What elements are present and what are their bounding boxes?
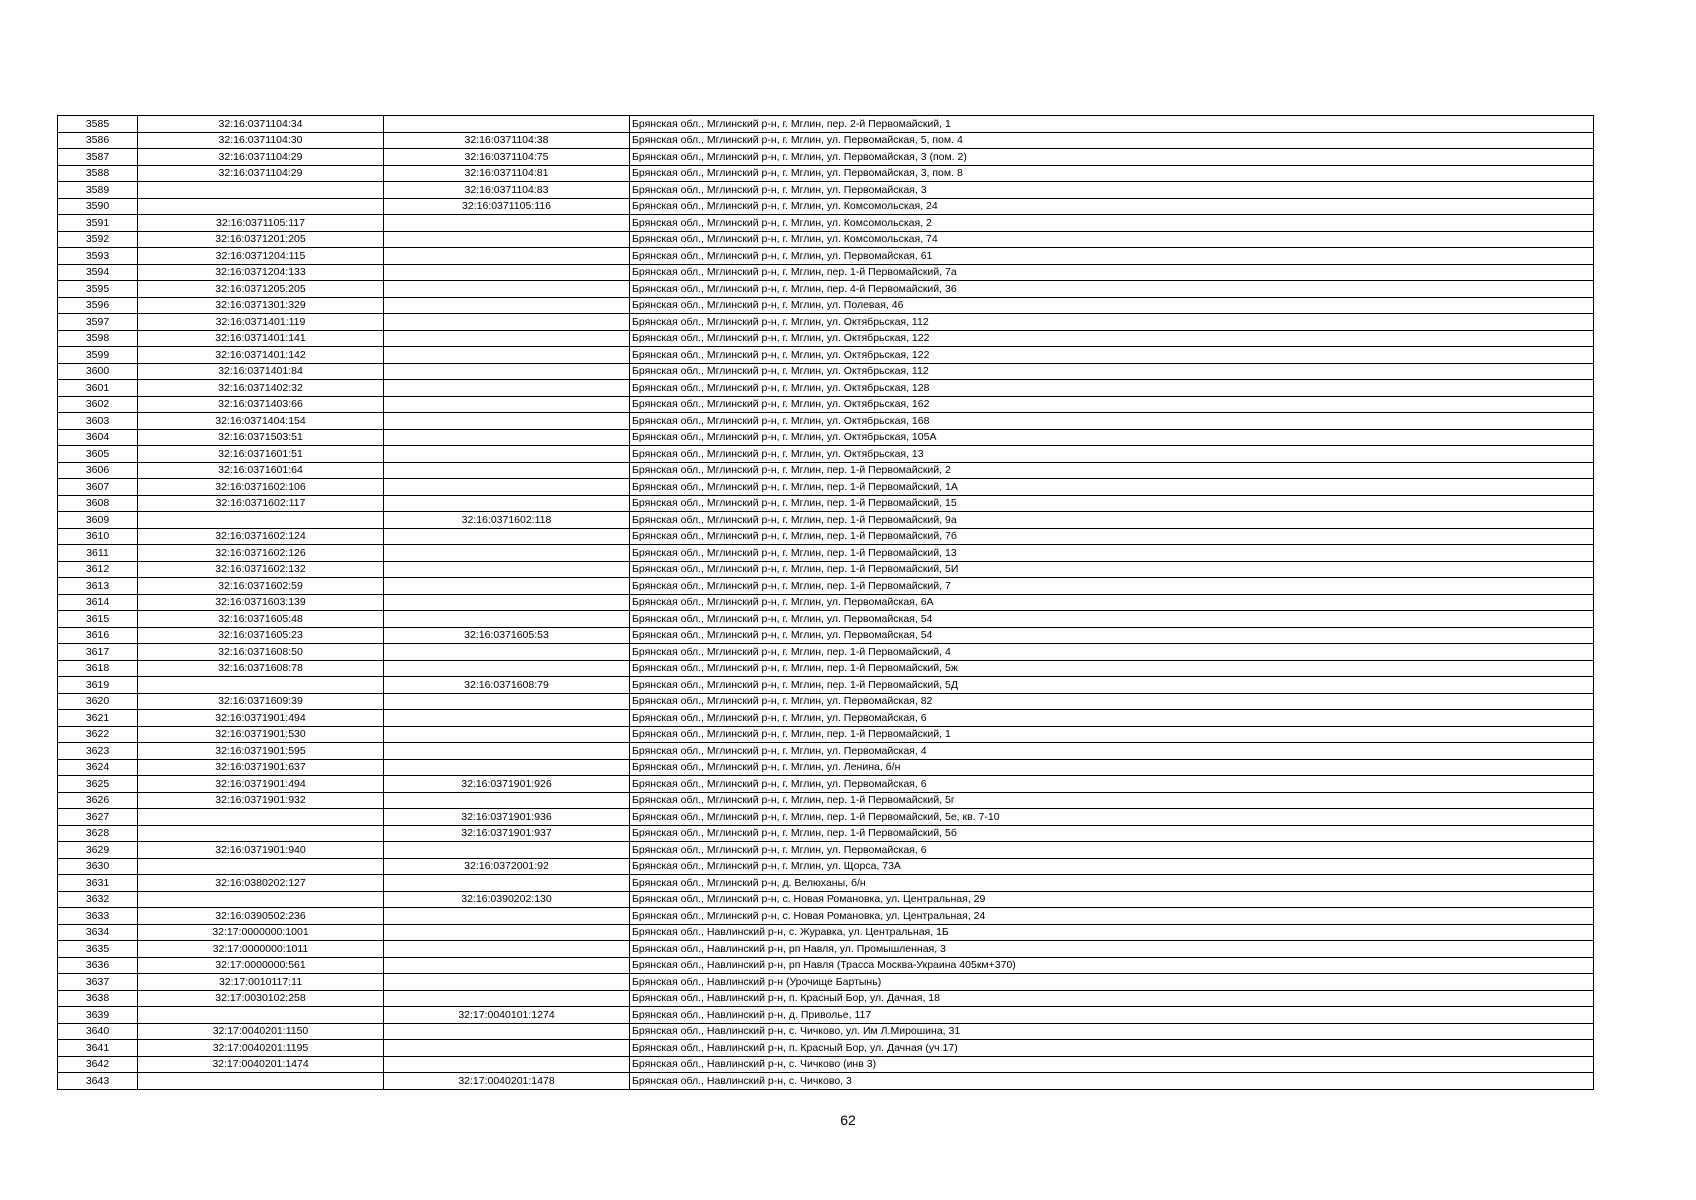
land-cadastral-number-cell: 32:16:0371602:126: [138, 545, 384, 562]
table-row: [58, 875, 1594, 892]
table-row: [58, 858, 1594, 875]
row-number-cell: 3637: [58, 974, 138, 991]
row-number-cell: 3614: [58, 594, 138, 611]
table-row: [58, 132, 1594, 149]
row-number-cell: 3628: [58, 825, 138, 842]
table-row: [58, 182, 1594, 199]
row-number-cell: 3598: [58, 330, 138, 347]
table-row: [58, 825, 1594, 842]
address-cell: Брянская обл., Навлинский р-н, рп Навля, ул. Промышленная, 3: [630, 941, 1594, 958]
land-cadastral-number-cell: 32:17:0000000:1011: [138, 941, 384, 958]
address-cell: Брянская обл., Мглинский р-н, г. Мглин, пер. 1-й Первомайский, 7а: [630, 264, 1594, 281]
land-cadastral-number-cell: 32:16:0371602:124: [138, 528, 384, 545]
address-cell: Брянская обл., Мглинский р-н, г. Мглин, пер. 1-й Первомайский, 5г: [630, 792, 1594, 809]
table-row: [58, 726, 1594, 743]
row-number-cell: 3602: [58, 396, 138, 413]
object-cadastral-number-cell: [384, 875, 630, 892]
land-cadastral-number-cell: 32:16:0371104:34: [138, 116, 384, 133]
land-cadastral-number-cell: 32:16:0371602:59: [138, 578, 384, 595]
object-cadastral-number-cell: 32:16:0371105:116: [384, 198, 630, 215]
table-row: [58, 974, 1594, 991]
address-cell: Брянская обл., Мглинский р-н, г. Мглин, ул. Комсомольская, 74: [630, 231, 1594, 248]
row-number-cell: 3636: [58, 957, 138, 974]
row-number-cell: 3616: [58, 627, 138, 644]
table-row: [58, 627, 1594, 644]
row-number-cell: 3590: [58, 198, 138, 215]
land-cadastral-number-cell: [138, 198, 384, 215]
table-row: [58, 908, 1594, 925]
table-row: [58, 809, 1594, 826]
object-cadastral-number-cell: 32:16:0372001:92: [384, 858, 630, 875]
row-number-cell: 3643: [58, 1073, 138, 1090]
land-cadastral-number-cell: 32:16:0371901:494: [138, 776, 384, 793]
table-row: [58, 149, 1594, 166]
object-cadastral-number-cell: [384, 578, 630, 595]
table-row: [58, 165, 1594, 182]
object-cadastral-number-cell: [384, 710, 630, 727]
table-row: [58, 495, 1594, 512]
table-row: [58, 215, 1594, 232]
table-row: [58, 792, 1594, 809]
address-cell: Брянская обл., Мглинский р-н, г. Мглин, пер. 1-й Первомайский, 5б: [630, 825, 1594, 842]
table-row: [58, 363, 1594, 380]
address-cell: Брянская обл., Мглинский р-н, г. Мглин, ул. Первомайская, 6: [630, 776, 1594, 793]
object-cadastral-number-cell: 32:16:0371104:83: [384, 182, 630, 199]
row-number-cell: 3608: [58, 495, 138, 512]
row-number-cell: 3588: [58, 165, 138, 182]
page-number: 62: [840, 1112, 856, 1128]
address-cell: Брянская обл., Мглинский р-н, г. Мглин, пер. 1-й Первомайский, 7: [630, 578, 1594, 595]
object-cadastral-number-cell: 32:16:0371104:38: [384, 132, 630, 149]
land-cadastral-number-cell: 32:16:0371104:29: [138, 165, 384, 182]
land-cadastral-number-cell: [138, 1007, 384, 1024]
row-number-cell: 3639: [58, 1007, 138, 1024]
table-row: [58, 248, 1594, 265]
object-cadastral-number-cell: [384, 644, 630, 661]
address-cell: Брянская обл., Мглинский р-н, г. Мглин, ул. Октябрьская, 105А: [630, 429, 1594, 446]
land-cadastral-number-cell: 32:16:0371104:30: [138, 132, 384, 149]
object-cadastral-number-cell: [384, 116, 630, 133]
address-cell: Брянская обл., Мглинский р-н, с. Новая Романовка, ул. Центральная, 29: [630, 891, 1594, 908]
row-number-cell: 3604: [58, 429, 138, 446]
land-cadastral-number-cell: 32:17:0030102:258: [138, 990, 384, 1007]
address-cell: Брянская обл., Мглинский р-н, с. Новая Романовка, ул. Центральная, 24: [630, 908, 1594, 925]
object-cadastral-number-cell: [384, 924, 630, 941]
object-cadastral-number-cell: [384, 429, 630, 446]
land-cadastral-number-cell: 32:16:0371901:530: [138, 726, 384, 743]
table-row: [58, 1040, 1594, 1057]
address-cell: Брянская обл., Мглинский р-н, г. Мглин, ул. Октябрьская, 112: [630, 363, 1594, 380]
table-row: [58, 380, 1594, 397]
address-cell: Брянская обл., Мглинский р-н, г. Мглин, пер. 1-й Первомайский, 1А: [630, 479, 1594, 496]
address-cell: Брянская обл., Мглинский р-н, г. Мглин, ул. Первомайская, 4: [630, 743, 1594, 760]
land-cadastral-number-cell: 32:16:0371601:64: [138, 462, 384, 479]
row-number-cell: 3591: [58, 215, 138, 232]
address-cell: Брянская обл., Мглинский р-н, г. Мглин, пер. 1-й Первомайский, 15: [630, 495, 1594, 512]
table-row: [58, 891, 1594, 908]
table-row: [58, 479, 1594, 496]
land-cadastral-number-cell: 32:17:0040201:1150: [138, 1023, 384, 1040]
object-cadastral-number-cell: [384, 1023, 630, 1040]
object-cadastral-number-cell: [384, 594, 630, 611]
land-cadastral-number-cell: 32:16:0371602:117: [138, 495, 384, 512]
land-cadastral-number-cell: 32:16:0371403:66: [138, 396, 384, 413]
row-number-cell: 3593: [58, 248, 138, 265]
row-number-cell: 3606: [58, 462, 138, 479]
address-cell: Брянская обл., Навлинский р-н, с. Чичково, ул. Им Л.Мирошина, 31: [630, 1023, 1594, 1040]
object-cadastral-number-cell: [384, 660, 630, 677]
land-cadastral-number-cell: [138, 825, 384, 842]
object-cadastral-number-cell: [384, 957, 630, 974]
land-cadastral-number-cell: [138, 677, 384, 694]
object-cadastral-number-cell: 32:16:0371608:79: [384, 677, 630, 694]
land-cadastral-number-cell: [138, 891, 384, 908]
table-row: [58, 314, 1594, 331]
table-row: [58, 264, 1594, 281]
address-cell: Брянская обл., Мглинский р-н, г. Мглин, ул. Первомайская, 54: [630, 627, 1594, 644]
row-number-cell: 3601: [58, 380, 138, 397]
table-row: [58, 677, 1594, 694]
row-number-cell: 3641: [58, 1040, 138, 1057]
object-cadastral-number-cell: 32:16:0371605:53: [384, 627, 630, 644]
table-row: [58, 330, 1594, 347]
object-cadastral-number-cell: [384, 314, 630, 331]
row-number-cell: 3634: [58, 924, 138, 941]
object-cadastral-number-cell: [384, 479, 630, 496]
address-cell: Брянская обл., Мглинский р-н, г. Мглин, пер. 1-й Первомайский, 5Д: [630, 677, 1594, 694]
row-number-cell: 3585: [58, 116, 138, 133]
object-cadastral-number-cell: [384, 330, 630, 347]
table-row: [58, 1007, 1594, 1024]
table-row: [58, 446, 1594, 463]
table-row: [58, 990, 1594, 1007]
address-cell: Брянская обл., Мглинский р-н, г. Мглин, ул. Первомайская, 6А: [630, 594, 1594, 611]
row-number-cell: 3596: [58, 297, 138, 314]
object-cadastral-number-cell: [384, 611, 630, 628]
land-cadastral-number-cell: 32:16:0371901:932: [138, 792, 384, 809]
table-row: [58, 347, 1594, 364]
table-row: [58, 429, 1594, 446]
land-cadastral-number-cell: [138, 512, 384, 529]
table-row: [58, 941, 1594, 958]
row-number-cell: 3629: [58, 842, 138, 859]
land-cadastral-number-cell: 32:16:0371608:78: [138, 660, 384, 677]
table-row: [58, 578, 1594, 595]
address-cell: Брянская обл., Мглинский р-н, г. Мглин, пер. 1-й Первомайский, 5е, кв. 7-10: [630, 809, 1594, 826]
object-cadastral-number-cell: [384, 941, 630, 958]
table-row: [58, 957, 1594, 974]
address-cell: Брянская обл., Навлинский р-н, д. Приволье, 117: [630, 1007, 1594, 1024]
property-table-body: [58, 116, 1594, 1090]
object-cadastral-number-cell: [384, 743, 630, 760]
address-cell: Брянская обл., Мглинский р-н, г. Мглин, пер. 1-й Первомайский, 4: [630, 644, 1594, 661]
row-number-cell: 3600: [58, 363, 138, 380]
table-row: [58, 281, 1594, 298]
object-cadastral-number-cell: [384, 396, 630, 413]
row-number-cell: 3625: [58, 776, 138, 793]
object-cadastral-number-cell: [384, 693, 630, 710]
land-cadastral-number-cell: 32:16:0371401:119: [138, 314, 384, 331]
table-row: [58, 198, 1594, 215]
address-cell: Брянская обл., Мглинский р-н, г. Мглин, ул. Первомайская, 6: [630, 710, 1594, 727]
row-number-cell: 3597: [58, 314, 138, 331]
land-cadastral-number-cell: 32:16:0390502:236: [138, 908, 384, 925]
row-number-cell: 3617: [58, 644, 138, 661]
address-cell: Брянская обл., Мглинский р-н, г. Мглин, ул. Первомайская, 3 (пом. 2): [630, 149, 1594, 166]
address-cell: Брянская обл., Навлинский р-н, п. Красный Бор, ул. Дачная, 18: [630, 990, 1594, 1007]
row-number-cell: 3620: [58, 693, 138, 710]
land-cadastral-number-cell: 32:16:0371401:84: [138, 363, 384, 380]
table-row: [58, 528, 1594, 545]
table-row: [58, 594, 1594, 611]
object-cadastral-number-cell: [384, 248, 630, 265]
table-row: [58, 1056, 1594, 1073]
land-cadastral-number-cell: 32:16:0371301:329: [138, 297, 384, 314]
address-cell: Брянская обл., Навлинский р-н, п. Красный Бор, ул. Дачная (уч 17): [630, 1040, 1594, 1057]
land-cadastral-number-cell: 32:16:0371603:139: [138, 594, 384, 611]
address-cell: Брянская обл., Мглинский р-н, г. Мглин, ул. Октябрьская, 122: [630, 347, 1594, 364]
row-number-cell: 3622: [58, 726, 138, 743]
address-cell: Брянская обл., Мглинский р-н, г. Мглин, пер. 1-й Первомайский, 13: [630, 545, 1594, 562]
object-cadastral-number-cell: [384, 264, 630, 281]
address-cell: Брянская обл., Мглинский р-н, г. Мглин, ул. Первомайская, 61: [630, 248, 1594, 265]
land-cadastral-number-cell: 32:16:0371503:51: [138, 429, 384, 446]
table-row: [58, 1073, 1594, 1090]
land-cadastral-number-cell: 32:16:0371901:637: [138, 759, 384, 776]
land-cadastral-number-cell: 32:16:0371605:48: [138, 611, 384, 628]
row-number-cell: 3605: [58, 446, 138, 463]
address-cell: Брянская обл., Навлинский р-н (Урочище Бартынь): [630, 974, 1594, 991]
land-cadastral-number-cell: 32:16:0371402:32: [138, 380, 384, 397]
row-number-cell: 3635: [58, 941, 138, 958]
land-cadastral-number-cell: 32:16:0371901:494: [138, 710, 384, 727]
land-cadastral-number-cell: 32:16:0371602:132: [138, 561, 384, 578]
address-cell: Брянская обл., Мглинский р-н, г. Мглин, ул. Первомайская, 3, пом. 8: [630, 165, 1594, 182]
table-row: [58, 396, 1594, 413]
address-cell: Брянская обл., Мглинский р-н, г. Мглин, ул. Комсомольская, 2: [630, 215, 1594, 232]
address-cell: Брянская обл., Мглинский р-н, г. Мглин, ул. Ленина, б/н: [630, 759, 1594, 776]
address-cell: Брянская обл., Мглинский р-н, г. Мглин, пер. 1-й Первомайский, 2: [630, 462, 1594, 479]
object-cadastral-number-cell: [384, 990, 630, 1007]
table-row: [58, 297, 1594, 314]
land-cadastral-number-cell: 32:16:0380202:127: [138, 875, 384, 892]
row-number-cell: 3623: [58, 743, 138, 760]
row-number-cell: 3595: [58, 281, 138, 298]
address-cell: Брянская обл., Мглинский р-н, г. Мглин, ул. Первомайская, 6: [630, 842, 1594, 859]
object-cadastral-number-cell: [384, 908, 630, 925]
table-row: [58, 743, 1594, 760]
land-cadastral-number-cell: 32:16:0371204:115: [138, 248, 384, 265]
object-cadastral-number-cell: 32:16:0371104:81: [384, 165, 630, 182]
object-cadastral-number-cell: [384, 215, 630, 232]
table-row: [58, 413, 1594, 430]
table-row: [58, 462, 1594, 479]
address-cell: Брянская обл., Навлинский р-н, рп Навля (Трасса Москва-Украина 405км+370): [630, 957, 1594, 974]
object-cadastral-number-cell: [384, 281, 630, 298]
row-number-cell: 3640: [58, 1023, 138, 1040]
table-row: [58, 693, 1594, 710]
table-row: [58, 611, 1594, 628]
table-row: [58, 710, 1594, 727]
address-cell: Брянская обл., Мглинский р-н, г. Мглин, ул. Октябрьская, 122: [630, 330, 1594, 347]
row-number-cell: 3607: [58, 479, 138, 496]
object-cadastral-number-cell: [384, 842, 630, 859]
row-number-cell: 3603: [58, 413, 138, 430]
object-cadastral-number-cell: 32:16:0390202:130: [384, 891, 630, 908]
row-number-cell: 3599: [58, 347, 138, 364]
address-cell: Брянская обл., Мглинский р-н, г. Мглин, пер. 2-й Первомайский, 1: [630, 116, 1594, 133]
address-cell: Брянская обл., Мглинский р-н, г. Мглин, ул. Первомайская, 82: [630, 693, 1594, 710]
land-cadastral-number-cell: [138, 182, 384, 199]
address-cell: Брянская обл., Мглинский р-н, г. Мглин, ул. Полевая, 46: [630, 297, 1594, 314]
address-cell: Брянская обл., Мглинский р-н, г. Мглин, ул. Октябрьская, 128: [630, 380, 1594, 397]
address-cell: Брянская обл., Мглинский р-н, г. Мглин, пер. 1-й Первомайский, 5ж: [630, 660, 1594, 677]
row-number-cell: 3630: [58, 858, 138, 875]
object-cadastral-number-cell: 32:16:0371602:118: [384, 512, 630, 529]
address-cell: Брянская обл., Мглинский р-н, г. Мглин, пер. 1-й Первомайский, 9а: [630, 512, 1594, 529]
land-cadastral-number-cell: 32:16:0371609:39: [138, 693, 384, 710]
address-cell: Брянская обл., Мглинский р-н, г. Мглин, ул. Октябрьская, 13: [630, 446, 1594, 463]
table-row: [58, 561, 1594, 578]
object-cadastral-number-cell: [384, 1056, 630, 1073]
row-number-cell: 3624: [58, 759, 138, 776]
address-cell: Брянская обл., Мглинский р-н, г. Мглин, ул. Первомайская, 3: [630, 182, 1594, 199]
land-cadastral-number-cell: 32:17:0000000:1001: [138, 924, 384, 941]
row-number-cell: 3587: [58, 149, 138, 166]
address-cell: Брянская обл., Мглинский р-н, г. Мглин, ул. Октябрьская, 162: [630, 396, 1594, 413]
address-cell: Брянская обл., Мглинский р-н, г. Мглин, ул. Первомайская, 54: [630, 611, 1594, 628]
land-cadastral-number-cell: 32:16:0371404:154: [138, 413, 384, 430]
object-cadastral-number-cell: [384, 297, 630, 314]
object-cadastral-number-cell: [384, 462, 630, 479]
row-number-cell: 3592: [58, 231, 138, 248]
row-number-cell: 3632: [58, 891, 138, 908]
property-table: [57, 115, 1594, 1090]
land-cadastral-number-cell: 32:16:0371401:141: [138, 330, 384, 347]
table-row: [58, 759, 1594, 776]
address-cell: Брянская обл., Мглинский р-н, г. Мглин, ул. Октябрьская, 112: [630, 314, 1594, 331]
address-cell: Брянская обл., Мглинский р-н, г. Мглин, пер. 1-й Первомайский, 1: [630, 726, 1594, 743]
row-number-cell: 3613: [58, 578, 138, 595]
row-number-cell: 3594: [58, 264, 138, 281]
land-cadastral-number-cell: 32:16:0371205:205: [138, 281, 384, 298]
object-cadastral-number-cell: [384, 495, 630, 512]
object-cadastral-number-cell: 32:16:0371901:926: [384, 776, 630, 793]
address-cell: Брянская обл., Мглинский р-н, г. Мглин, ул. Октябрьская, 168: [630, 413, 1594, 430]
object-cadastral-number-cell: [384, 726, 630, 743]
table-row: [58, 660, 1594, 677]
object-cadastral-number-cell: [384, 413, 630, 430]
object-cadastral-number-cell: [384, 363, 630, 380]
row-number-cell: 3626: [58, 792, 138, 809]
table-row: [58, 545, 1594, 562]
address-cell: Брянская обл., Мглинский р-н, г. Мглин, пер. 4-й Первомайский, 36: [630, 281, 1594, 298]
object-cadastral-number-cell: 32:17:0040101:1274: [384, 1007, 630, 1024]
row-number-cell: 3586: [58, 132, 138, 149]
land-cadastral-number-cell: 32:17:0040201:1195: [138, 1040, 384, 1057]
row-number-cell: 3612: [58, 561, 138, 578]
object-cadastral-number-cell: [384, 446, 630, 463]
table-row: [58, 1023, 1594, 1040]
object-cadastral-number-cell: [384, 545, 630, 562]
table-row: [58, 231, 1594, 248]
table-row: [58, 116, 1594, 133]
land-cadastral-number-cell: 32:16:0371901:940: [138, 842, 384, 859]
object-cadastral-number-cell: [384, 561, 630, 578]
land-cadastral-number-cell: 32:16:0371901:595: [138, 743, 384, 760]
land-cadastral-number-cell: 32:16:0371608:50: [138, 644, 384, 661]
land-cadastral-number-cell: [138, 1073, 384, 1090]
address-cell: Брянская обл., Мглинский р-н, г. Мглин, пер. 1-й Первомайский, 5И: [630, 561, 1594, 578]
row-number-cell: 3589: [58, 182, 138, 199]
row-number-cell: 3610: [58, 528, 138, 545]
object-cadastral-number-cell: [384, 231, 630, 248]
object-cadastral-number-cell: [384, 347, 630, 364]
object-cadastral-number-cell: [384, 974, 630, 991]
row-number-cell: 3633: [58, 908, 138, 925]
row-number-cell: 3609: [58, 512, 138, 529]
table-row: [58, 644, 1594, 661]
object-cadastral-number-cell: 32:16:0371901:936: [384, 809, 630, 826]
address-cell: Брянская обл., Мглинский р-н, г. Мглин, ул. Первомайская, 5, пом. 4: [630, 132, 1594, 149]
object-cadastral-number-cell: [384, 1040, 630, 1057]
address-cell: Брянская обл., Навлинский р-н, с. Чичково (инв 3): [630, 1056, 1594, 1073]
land-cadastral-number-cell: 32:16:0371601:51: [138, 446, 384, 463]
land-cadastral-number-cell: 32:16:0371605:23: [138, 627, 384, 644]
row-number-cell: 3642: [58, 1056, 138, 1073]
land-cadastral-number-cell: 32:16:0371602:106: [138, 479, 384, 496]
land-cadastral-number-cell: 32:16:0371401:142: [138, 347, 384, 364]
table-row: [58, 512, 1594, 529]
row-number-cell: 3611: [58, 545, 138, 562]
table-row: [58, 842, 1594, 859]
object-cadastral-number-cell: [384, 792, 630, 809]
address-cell: Брянская обл., Мглинский р-н, г. Мглин, ул. Щорса, 73А: [630, 858, 1594, 875]
row-number-cell: 3621: [58, 710, 138, 727]
object-cadastral-number-cell: [384, 759, 630, 776]
land-cadastral-number-cell: 32:16:0371204:133: [138, 264, 384, 281]
object-cadastral-number-cell: [384, 380, 630, 397]
land-cadastral-number-cell: 32:17:0000000:561: [138, 957, 384, 974]
land-cadastral-number-cell: 32:17:0010117:11: [138, 974, 384, 991]
table-row: [58, 776, 1594, 793]
table-row: [58, 924, 1594, 941]
row-number-cell: 3631: [58, 875, 138, 892]
row-number-cell: 3627: [58, 809, 138, 826]
address-cell: Брянская обл., Навлинский р-н, с. Журавка, ул. Центральная, 1Б: [630, 924, 1594, 941]
land-cadastral-number-cell: 32:16:0371104:29: [138, 149, 384, 166]
land-cadastral-number-cell: 32:16:0371201:205: [138, 231, 384, 248]
land-cadastral-number-cell: 32:17:0040201:1474: [138, 1056, 384, 1073]
object-cadastral-number-cell: 32:16:0371901:937: [384, 825, 630, 842]
row-number-cell: 3619: [58, 677, 138, 694]
land-cadastral-number-cell: 32:16:0371105:117: [138, 215, 384, 232]
row-number-cell: 3638: [58, 990, 138, 1007]
land-cadastral-number-cell: [138, 809, 384, 826]
land-cadastral-number-cell: [138, 858, 384, 875]
address-cell: Брянская обл., Мглинский р-н, г. Мглин, ул. Комсомольская, 24: [630, 198, 1594, 215]
address-cell: Брянская обл., Мглинский р-н, д. Велюханы, б/н: [630, 875, 1594, 892]
row-number-cell: 3618: [58, 660, 138, 677]
object-cadastral-number-cell: 32:16:0371104:75: [384, 149, 630, 166]
row-number-cell: 3615: [58, 611, 138, 628]
object-cadastral-number-cell: 32:17:0040201:1478: [384, 1073, 630, 1090]
address-cell: Брянская обл., Мглинский р-н, г. Мглин, пер. 1-й Первомайский, 7б: [630, 528, 1594, 545]
address-cell: Брянская обл., Навлинский р-н, с. Чичково, 3: [630, 1073, 1594, 1090]
object-cadastral-number-cell: [384, 528, 630, 545]
